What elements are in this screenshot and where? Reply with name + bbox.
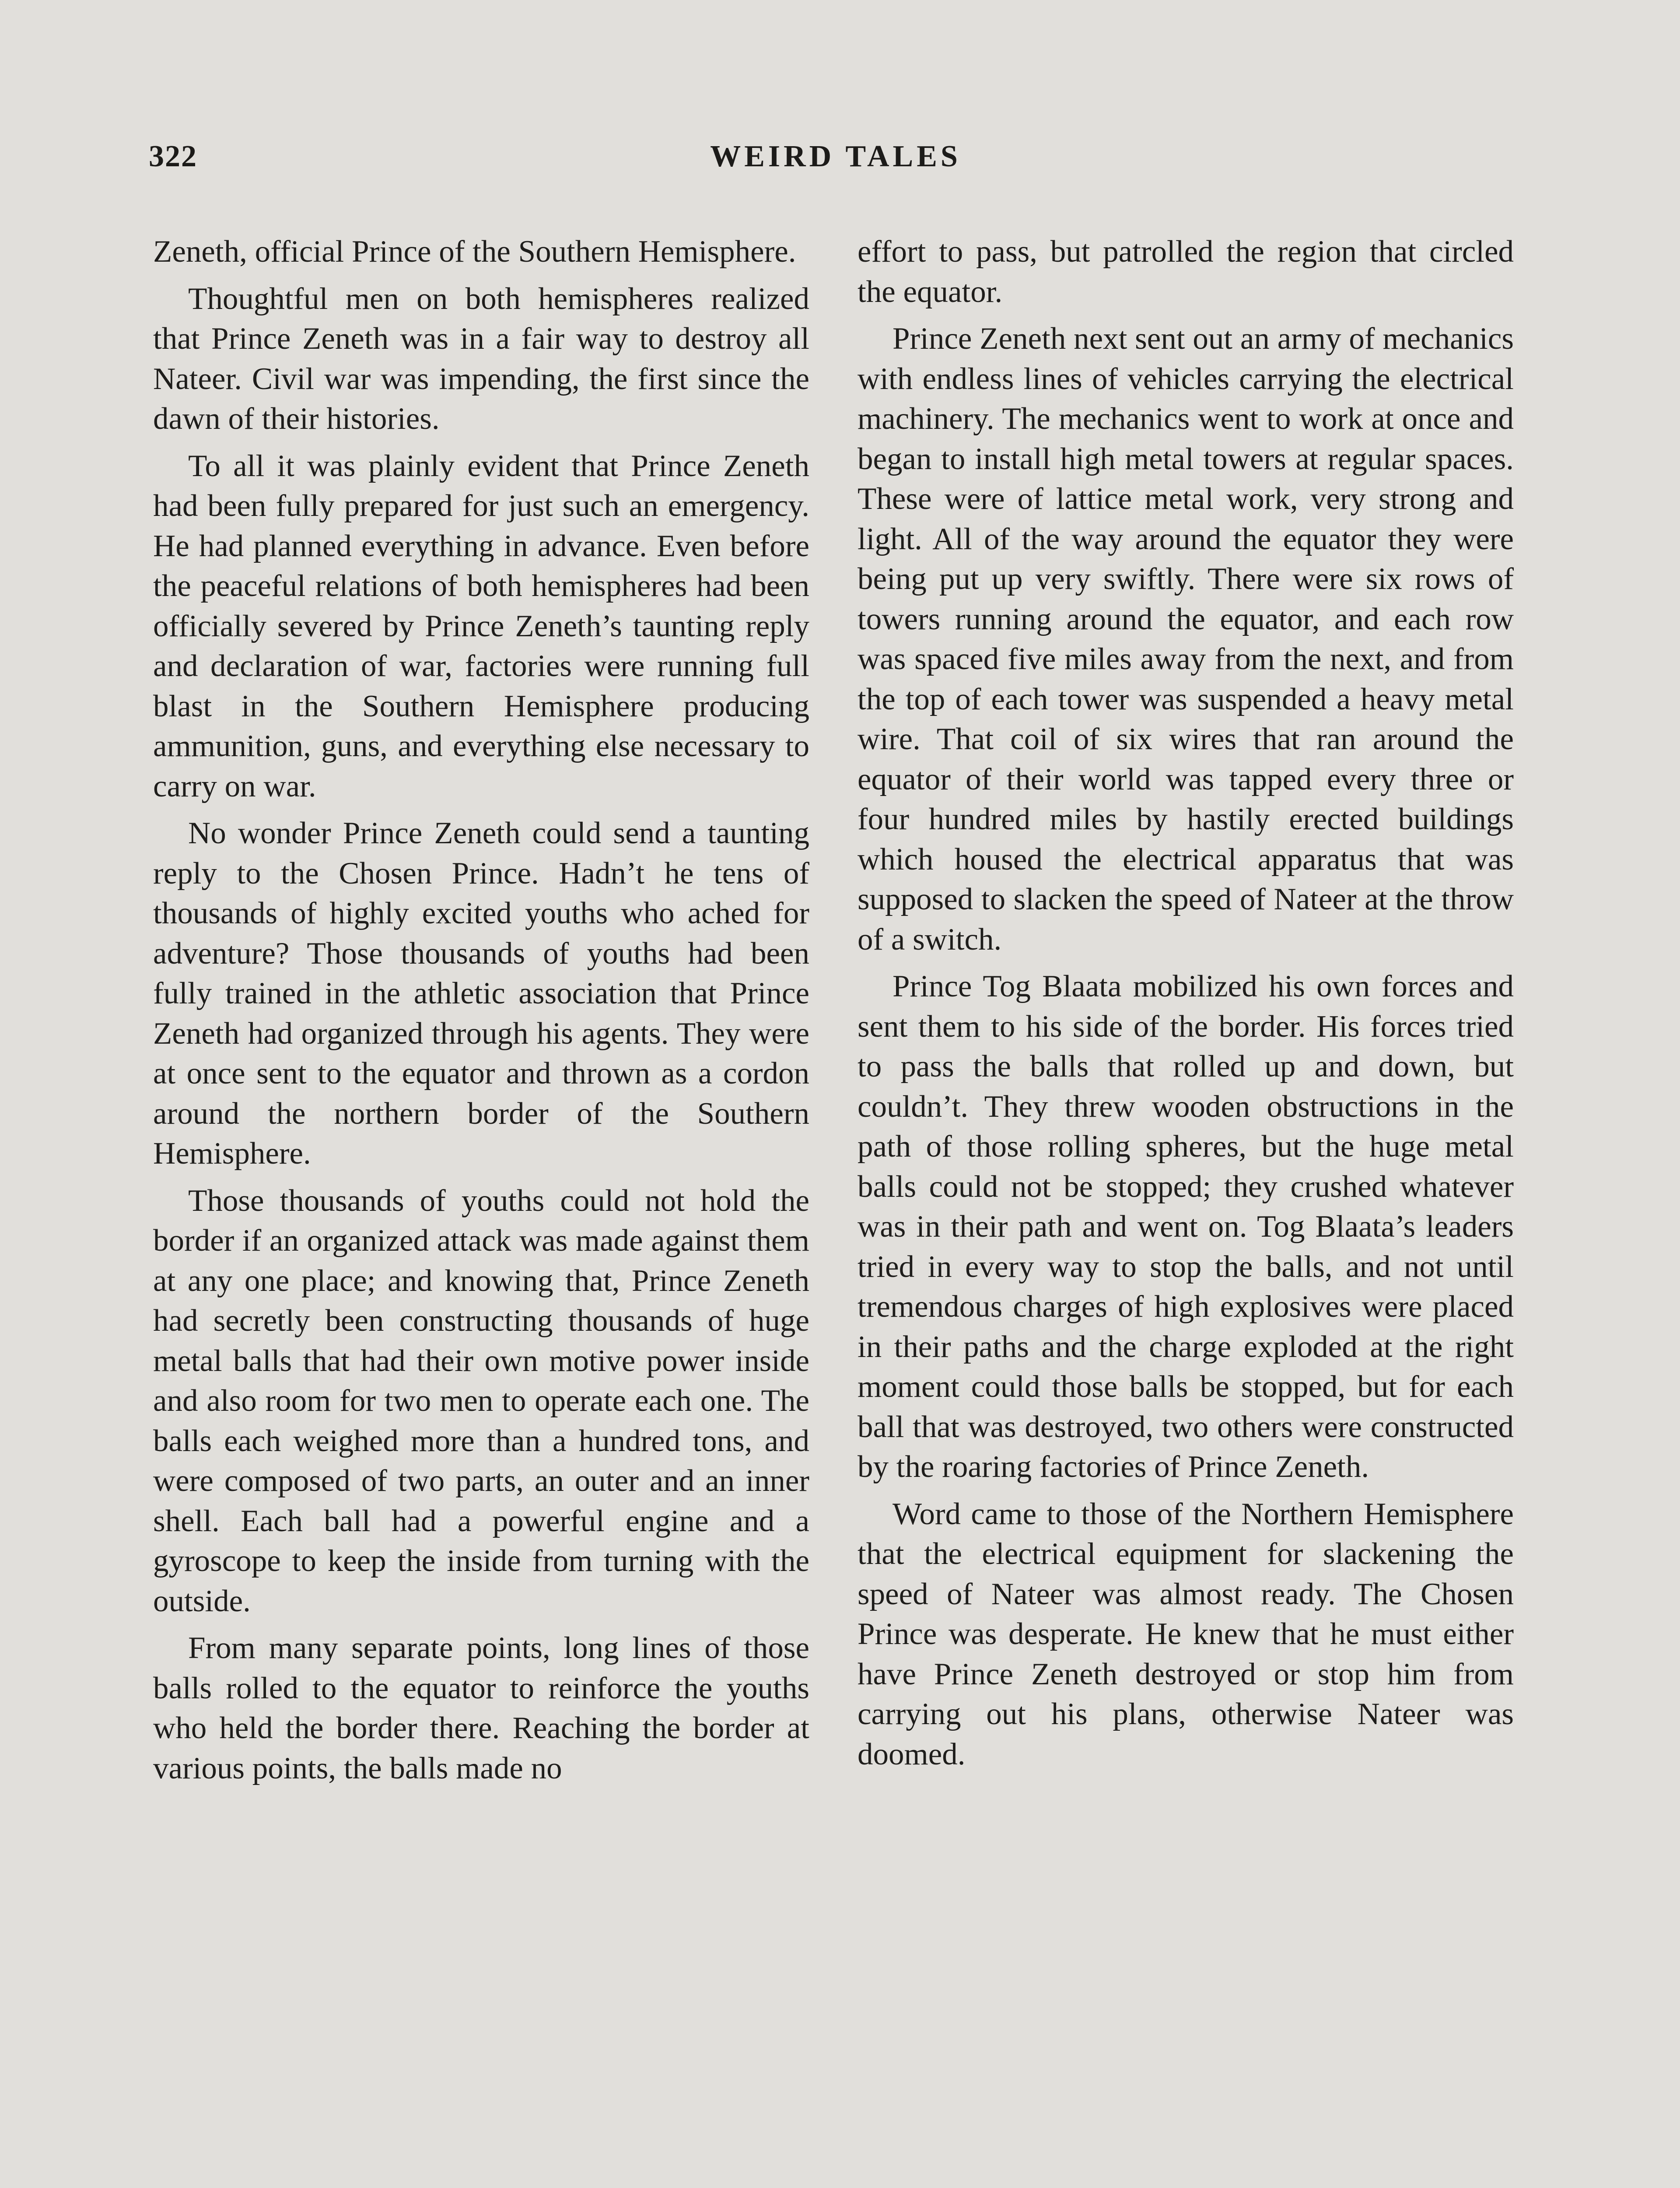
left-text-column bbox=[153, 232, 809, 1795]
paragraph: From many separate points, long lines of those balls rolled to the equator to reinforce the youths who held the border there. Reaching the border at various points, the balls made no bbox=[153, 1631, 809, 1785]
paragraph: No wonder Prince Zeneth could send a taunting reply to the Chosen Prince. Hadn’t he tens of thousands of highly excited youths who ached for adventure? Those thousands of youths had been fully trained in the athletic association that Prince Zeneth had organized through his agents. They were at once sent to the equator and thrown as a cordon around the northern border of the Southern Hemisphere. bbox=[153, 816, 809, 1171]
page-number: 322 bbox=[149, 140, 197, 173]
paragraph: Thoughtful men on both hemispheres realized that Prince Zeneth was in a fair way to destroy all Nateer. Civil war was impending, the first since the dawn of their histories. bbox=[153, 281, 809, 436]
paragraph: Prince Tog Blaata mobilized his own forces and sent them to his side of the border. His forces tried to pass the balls that rolled up and down, but couldn’t. They threw wooden obstructions in the path of those rolling spheres, but the huge metal balls could not be stopped; they crushed whatever was in their path and went on. Tog Blaata’s leaders tried in every way to stop the balls, and not until tremendous charges of high explosives were placed in their paths and the charge exploded at the right moment could those balls be stopped, but for each ball that was destroyed, two others were constructed by the roaring factories of Prince Zeneth. bbox=[858, 969, 1514, 1484]
running-title: WEIRD TALES bbox=[710, 140, 961, 173]
page-header bbox=[149, 139, 1522, 183]
paragraph: Zeneth, official Prince of the Southern Hemisphere. bbox=[153, 235, 796, 269]
right-text-column bbox=[858, 232, 1514, 1781]
paragraph: Word came to those of the Northern Hemisphere that the electrical equipment for slackening the speed of Nateer was almost ready. The Chosen Prince was desperate. He knew that he must either have Prince Zeneth destroyed or stop him from carrying out his plans, otherwise Nateer was doomed. bbox=[858, 1497, 1514, 1771]
paragraph: Prince Zeneth next sent out an army of mechanics with endless lines of vehicles carrying the electrical machinery. The mechanics went to work at once and began to install high metal towers at regular spaces. These were of lattice metal work, very strong and light. All of the way around the equator they were being put up very swiftly. There were six rows of towers running around the equator, and each row was spaced five miles away from the next, and from the top of each tower was suspended a heavy metal wire. That coil of six wires that ran around the equator of their world was tapped every three or four hundred miles by hastily erected buildings which housed the electrical apparatus that was supposed to slacken the speed of Nateer at the throw of a switch. bbox=[858, 322, 1514, 957]
paragraph: effort to pass, but patrolled the region that circled the equator. bbox=[858, 235, 1514, 309]
paragraph: To all it was plainly evident that Prince Zeneth had been fully prepared for just such an emergency. He had planned everything in advance. Even before the peaceful relations of both hemispheres had been officially severed by Prince Zeneth’s taunting reply and declaration of war, factories were running full blast in the Southern Hemisphere producing ammunition, guns, and everything else necessary to carry on war. bbox=[153, 449, 809, 803]
paragraph: Those thousands of youths could not hold the border if an organized attack was made against them at any one place; and knowing that, Prince Zeneth had secretly been constructing thousands of huge metal balls that had their own motive power inside and also room for two men to operate each one. The balls each weighed more than a hundred tons, and were composed of two parts, an outer and an inner shell. Each ball had a powerful engine and a gyroscope to keep the inside from turning with the outside. bbox=[153, 1183, 809, 1618]
